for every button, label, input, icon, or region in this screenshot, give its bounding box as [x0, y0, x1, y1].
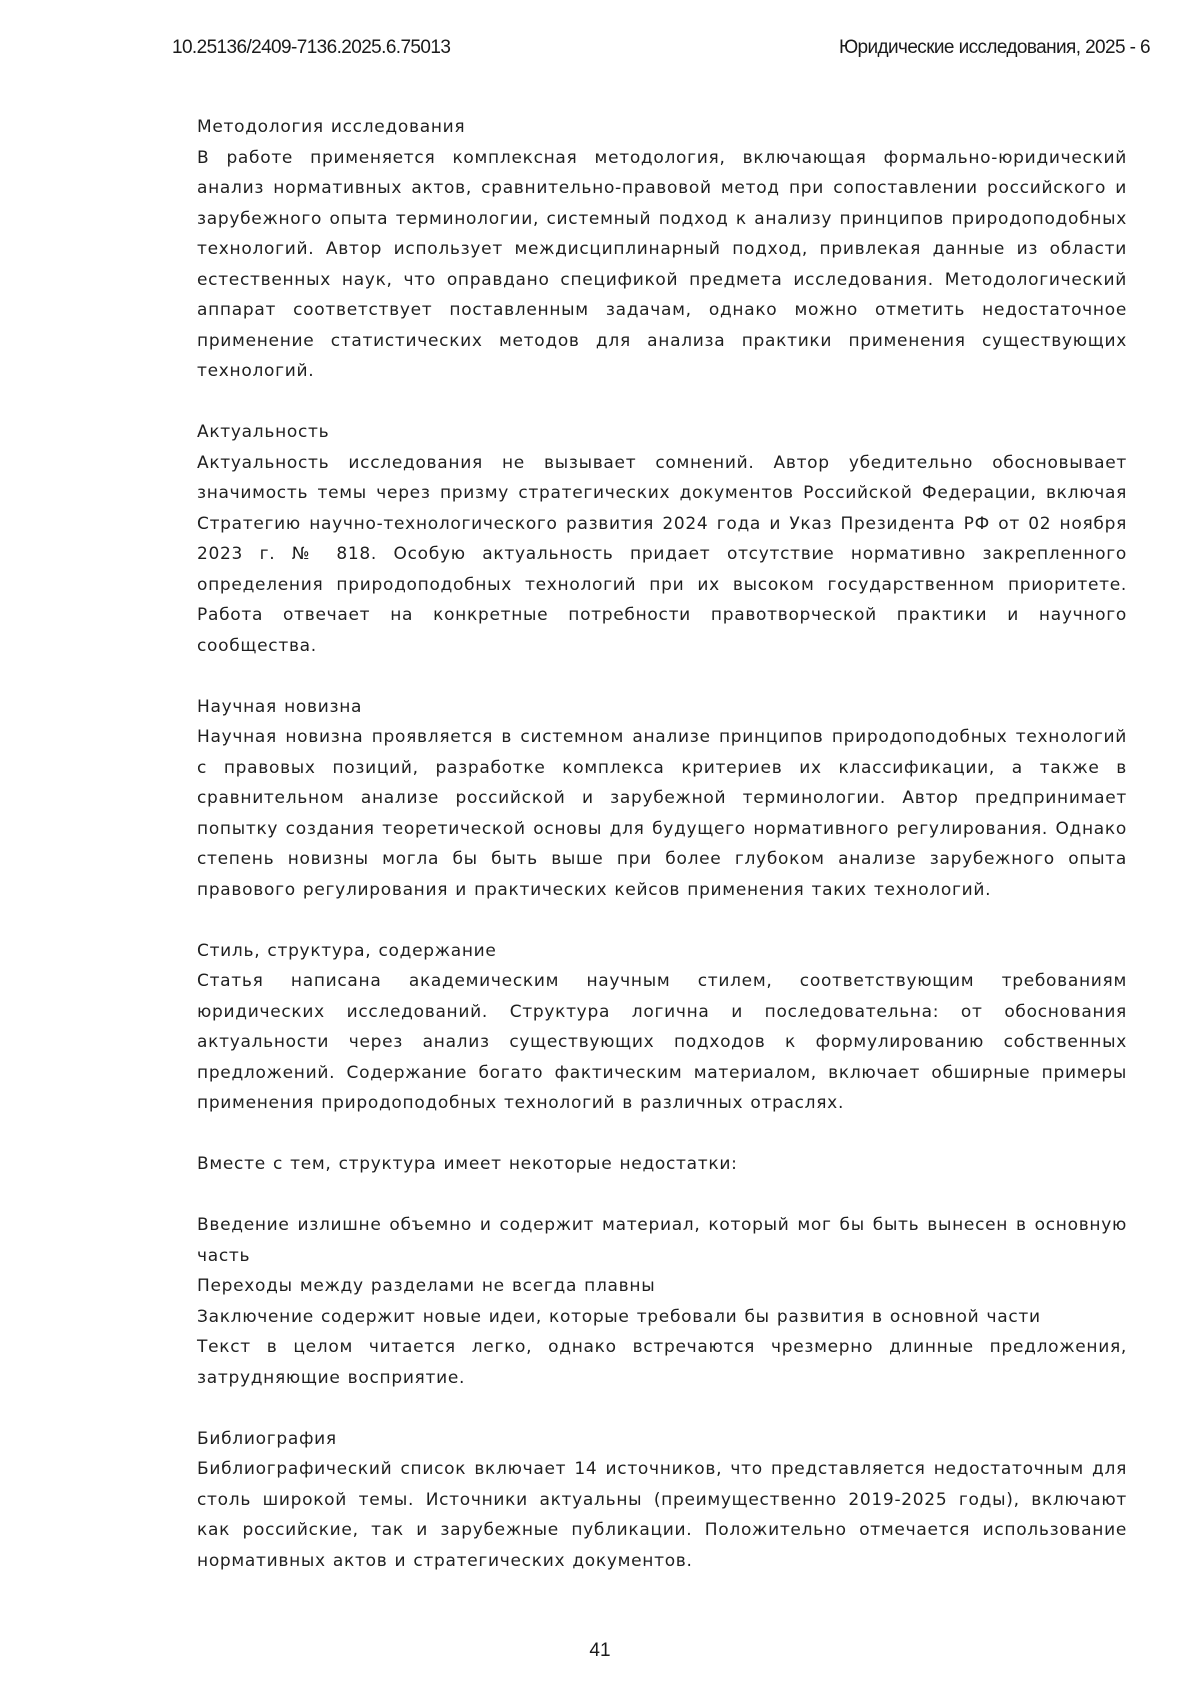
section-paragraph: Научная новизна проявляется в системном анализе принципов природоподобных технологий с правовых позиций, разработке комплекса критериев их классификации, а также в сравнительном анализе российской и зарубежной терминологии. Автор предпринимает попытку создания теоретической основы для будущего нормативного регулирования. Однако степень новизны могла бы быть выше при более глубоком анализе зарубежного опыта правового регулирования и практических кейсов применения таких технологий. [197, 727, 1127, 900]
list-item: Введение излишне объемно и содержит материал, который мог бы быть вынесен в основную часть [197, 1215, 1127, 1266]
section-novelty [197, 692, 1127, 906]
list-item: Текст в целом читается легко, однако встречаются чрезмерно длинные предложения, затрудняющие восприятие. [197, 1337, 1127, 1388]
drawbacks-intro: Вместе с тем, структура имеет некоторые недостатки: [197, 1154, 738, 1174]
section-relevance [197, 417, 1127, 661]
section-paragraph: Статья написана академическим научным стилем, соответствующим требованиям юридических исследований. Структура логична и последовательна: от обоснования актуальности через анализ существующих подходов к формулированию собственных предложений. Содержание богато фактическим материалом, включает обширные примеры применения природоподобных технологий в различных отраслях. [197, 971, 1127, 1113]
section-bibliography [197, 1424, 1127, 1577]
list-item: Заключение содержит новые идеи, которые требовали бы развития в основной части [197, 1306, 1041, 1327]
section-methodology [197, 112, 1127, 387]
page-number: 41 [589, 1640, 611, 1661]
section-heading: Библиография [197, 1428, 337, 1449]
section-style-structure [197, 936, 1127, 1119]
section-paragraph: В работе применяется комплексная методология, включающая формально-юридический анализ нормативных актов, сравнительно-правовой метод при сопоставлении российского и зарубежного опыта терминологии, системный подход к анализу принципов природоподобных технологий. Автор использует междисциплинарный подход, привлекая данные из области естественных наук, что оправдано спецификой предмета исследования. Методологический аппарат соответствует поставленным задачам, однако можно отметить недостаточное применение статистических методов для анализа практики применения существующих технологий. [197, 147, 1127, 381]
journal-title: Юридические исследования, 2025 - 6 [838, 37, 1150, 58]
list-item: Переходы между разделами не всегда плавны [197, 1276, 656, 1296]
doi-label[interactable]: 10.25136/2409-7136.2025.6.75013 [172, 37, 451, 58]
section-heading: Методология исследования [197, 117, 466, 137]
drawbacks-list [197, 1210, 1127, 1393]
section-heading: Актуальность [197, 422, 330, 442]
section-paragraph: Актуальность исследования не вызывает сомнений. Автор убедительно обосновывает значимость темы через призму стратегических документов Российской Федерации, включая Стратегию научно-технологического развития 2024 года и Указ Президента РФ от 02 ноября 2023 г. № 818. Особую актуальность придает отсутствие нормативно закрепленного определения природоподобных технологий при их высоком государственном приоритете. Работа отвечает на конкретные потребности правотворческой практики и научного сообщества. [197, 452, 1127, 656]
section-heading: Научная новизна [197, 696, 363, 717]
running-header [172, 34, 1150, 62]
section-paragraph: Библиографический список включает 14 источников, что представляется недостаточным для столь широкой темы. Источники актуальны (преимущественно 2019-2025 годы), включают как российские, так и зарубежные публикации. Положительно отмечается использование нормативных актов и стратегических документов. [197, 1459, 1127, 1571]
section-heading: Стиль, структура, содержание [197, 940, 497, 961]
review-body [197, 112, 1127, 1607]
